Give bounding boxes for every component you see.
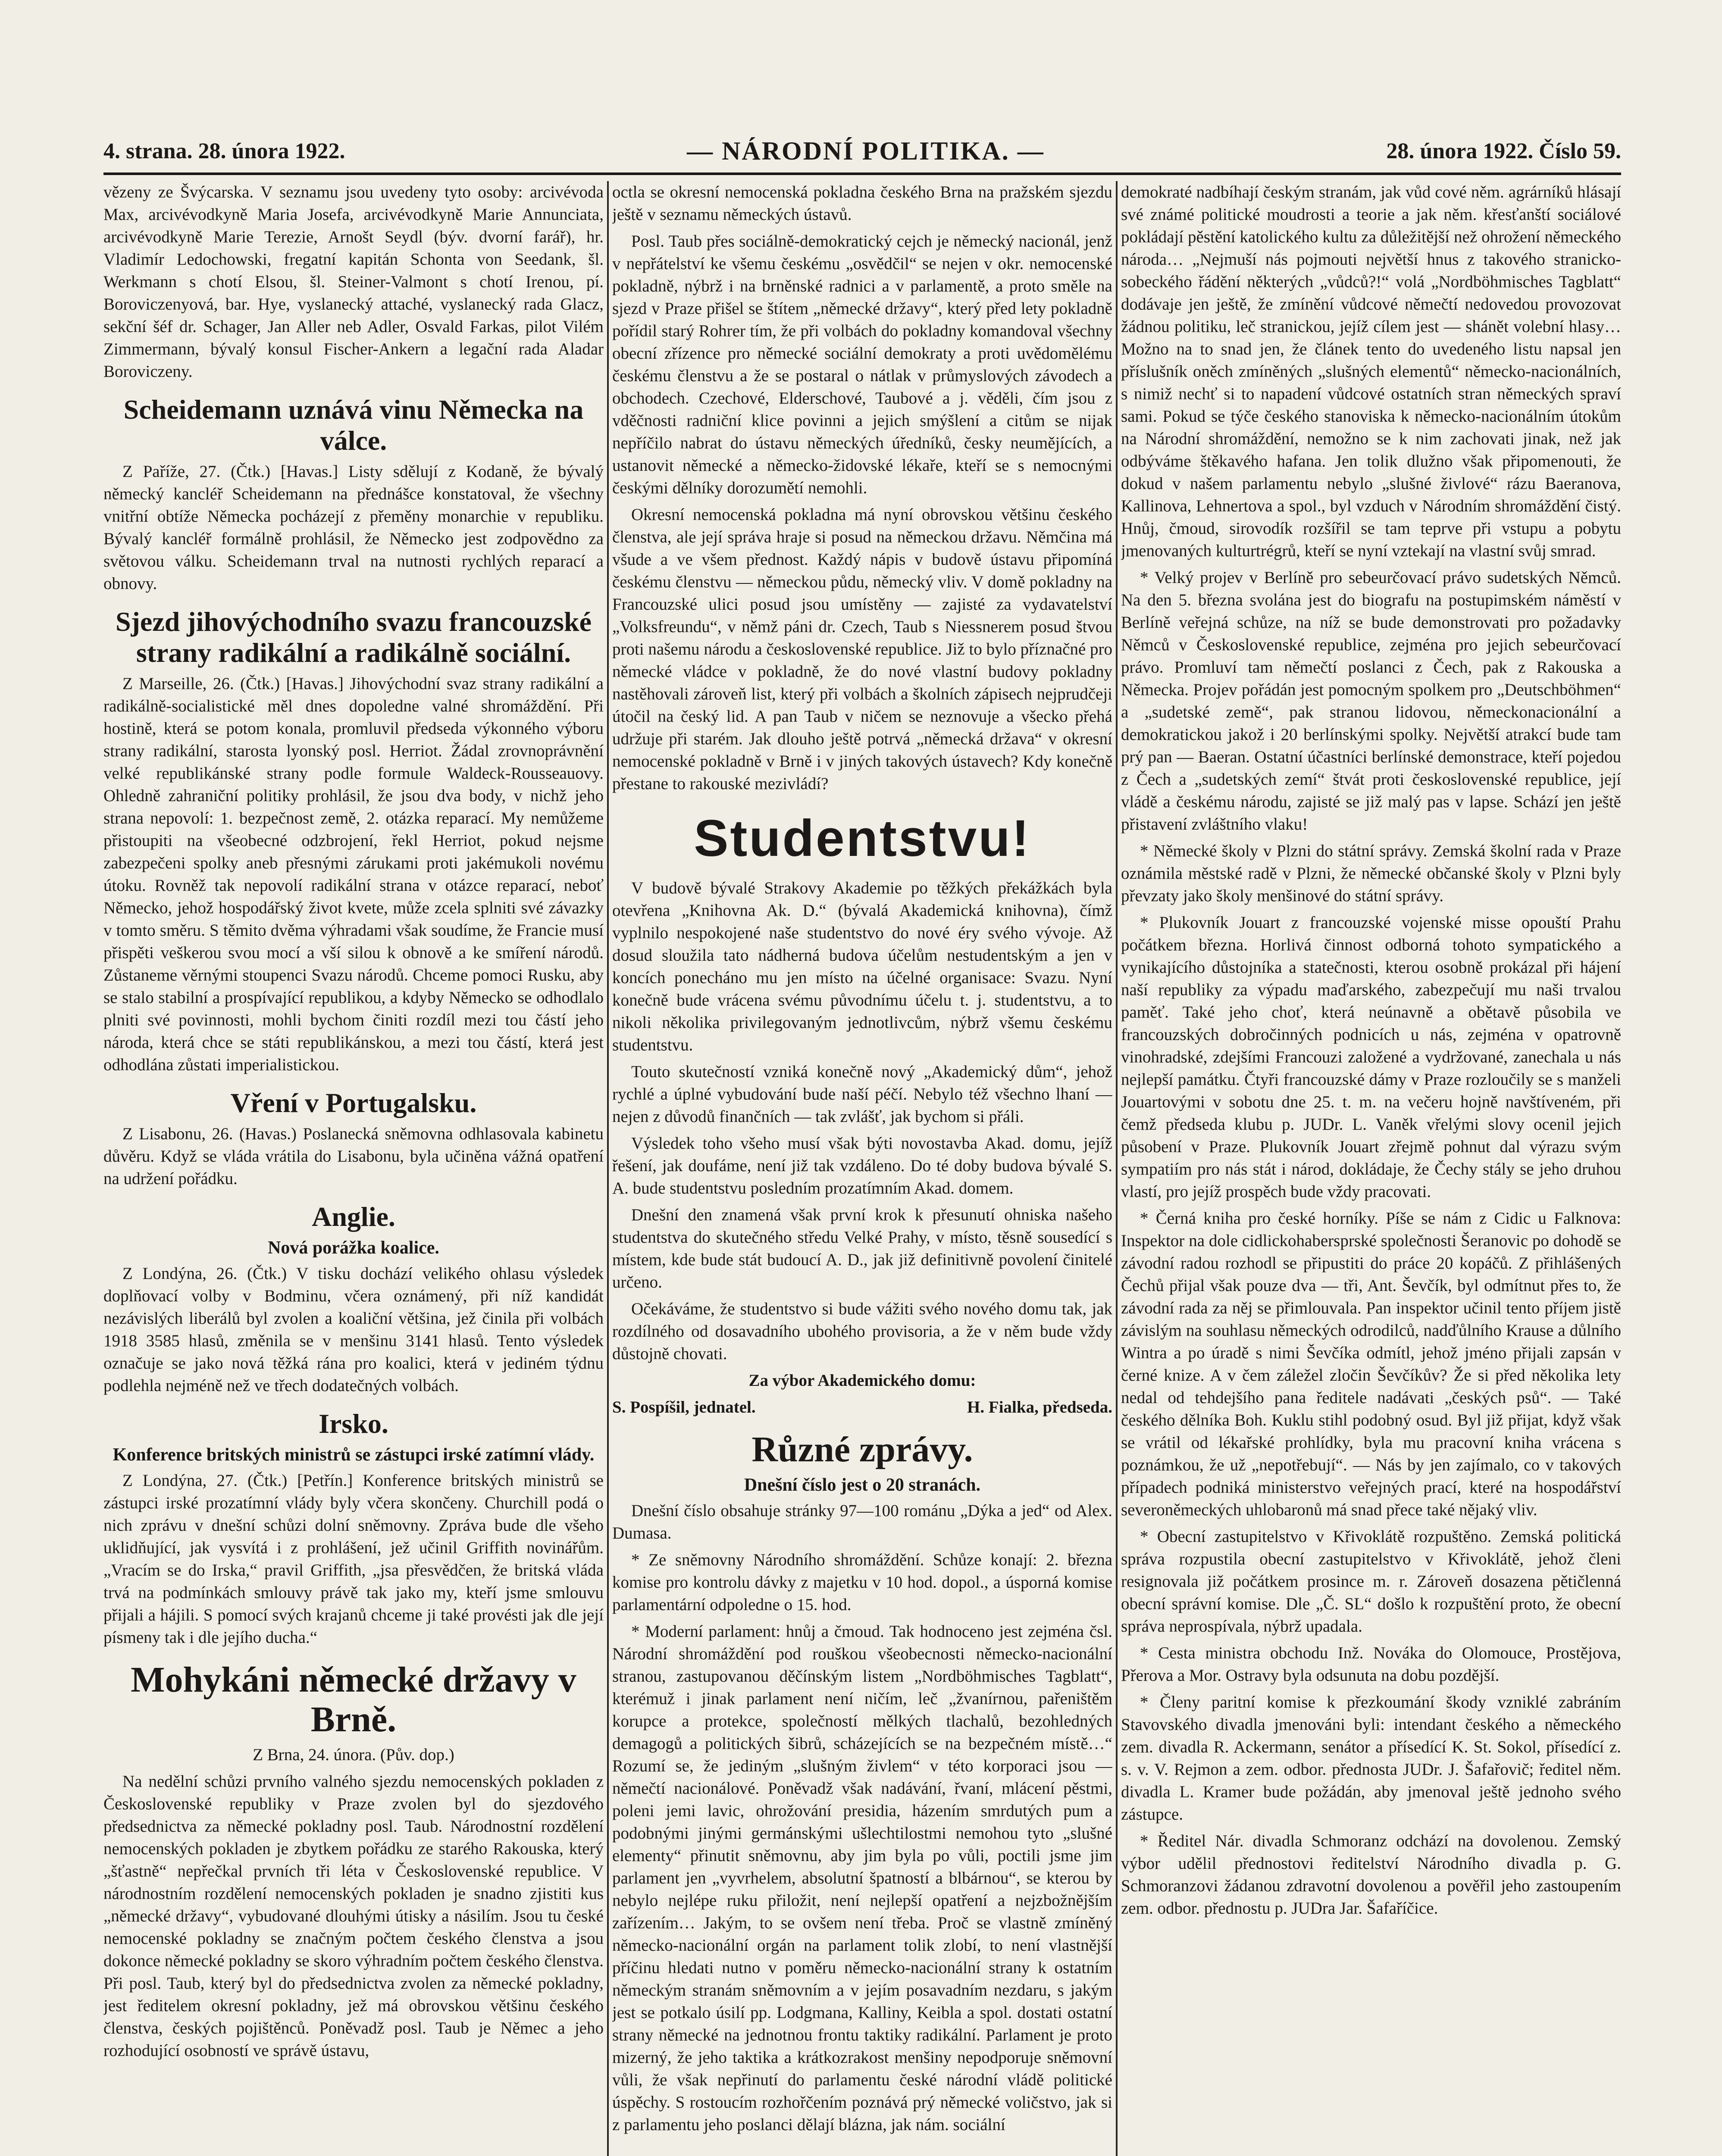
article-text: Z Londýna, 26. (Čtk.) V tisku dochází velikého ohlasu výsledek doplňovací volby v Bodminu, včera oznámený, při níž kandidát nezávislých liberálů byl zvolen a koaliční většina, jež činila při volbách 1918 3585 hlasů, změnila se v menšinu 3141 hlasů. Tento výsledek označuje se jako nová těžká rána pro koalici, která v jediném týdnu podlehla nejméně než ve třech dodatečných volbách.: [103, 1264, 604, 1395]
article-text: demokraté nadbíhají českým stranám, jak vůd cové něm. agrárníků hlásají své známé politické moudrosti a teorie a jak něm. křesťanští sociálové pokládají pěstění katolického kultu za důležitější než ohrožení německého národa… „Nejmuší nás pojmouti největší hnus z takového stranicko-sobeckého řádění některých „vůdců?!“ volá „Nordböhmisches Tagblatt“ dodávaje jen ještě, že zmínění vůdcové němečtí nedovedou provozovat žádnou politiku, leč stranickou, jejíž cílem jest — shánět volební hlasy… Možno na to snad jen, že článek tento do uvedeného listu napsal jen příslušník oněch zmíněných „slušných elementů“ německo-nacionálních, s nimiž nechť si to napadení vůdcové ostatních stran německých spraví sami. Pokud se týče českého stanoviska k německo-nacionálním útokům na Národní shromáždění, nemožno se k nim zachovati jinak, než jak odbýváme štěkavého hafana. Jen tolik dlužno však připomenouti, že dokud v našem parlamentu nebylo „slušné živlové“ rázu Baeranova, Kallinova, Lehnertova a spol., byl vzduch v Národním shromáždění čistý. Hnůj, čmoud, sirovodík rozšířil se tam teprve při vstupu a pobytu jmenovaných kulturtrégrů, kteří se nyní vztekají na vlastní svůj smrad.: [1121, 183, 1621, 560]
article-text: * Členy paritní komise k přezkoumání škody vzniklé zabráním Stavovského divadla jmenováni byli: intendant českého a německého zem. divadla R. Ackermann, senátor a přísedící K. St. Sokol, přísedící z. s. v. V. Rejmon a zem. odbor. přednosta JUDr. J. Šafařovič; ředitel něm. divadla L. Kramer bude požádán, aby jmenoval ještě jednoho svého zástupce.: [1121, 1693, 1621, 1824]
article-text: Z Marseille, 26. (Čtk.) [Havas.] Jihovýchodní svaz strany radikální a radikálně-socialistické měl dnes dopoledne valné shromáždění. Při hostině, která se potom konala, promluvil předseda výkonného výboru strany radikální, starosta lyonský posl. Herriot. Žádal zrovnoprávnění velké republikánské strany podle formule Waldeck-Rousseauovy. Ohledně zahraniční politiky prohlásil, že jsou dva body, v nichž jeho strana nepovolí: 1. bezpečnost země, 2. otázka reparací. My nemůžeme přistoupiti na všeobecné odzbrojení, řekl Herriot, pokud nejsme zabezpečeni spolky aneb přesnými zárukami proti jakémukoli novému útoku. Rovněž tak nepovolí radikální strana v otázce reparací, neboť Německo, jehož hospodářský život kvete, může zcela splniti své závazky v tomto směru. S těmito dvěma výhradami však soudíme, že Francie musí přispěti veškerou svou mocí a vší silou k obnově a ke smíření národů. Zůstaneme věrnými stoupenci Svazu národů. Chceme pomoci Rusku, aby se stalo stabilní a prospívající republikou, a kdyby Německo se odhodlalo plniti své povinnosti, mohli bychom činiti rozdíl mezi tou částí jeho národa, která chce se státi republikánskou, a mezi tou částí, která jest odhodlána zůstati imperialistickou.: [103, 674, 604, 1074]
article-text: * Cesta ministra obchodu Inž. Nováka do Olomouce, Prostějova, Přerova a Mor. Ostravy byla odsunuta na dobu pozdější.: [1121, 1644, 1621, 1685]
article-text: Očekáváme, že studentstvo si bude vážiti svého nového domu tak, jak rozdílného od dosavadního ubohého provisoria, a že v něm bude vždy důstojně chovati.: [612, 1300, 1112, 1363]
article-text: octla se okresní nemocenská pokladna českého Brna na pražském sjezdu ještě v seznamu německých ústavů.: [612, 183, 1112, 224]
column-divider: [1116, 181, 1118, 2156]
column-2: [612, 181, 1112, 2156]
notice-title: Studentstvu!: [694, 809, 1031, 867]
article-text: vězeny ze Švýcarska. V seznamu jsou uvedeny tyto osoby: arcivévoda Max, arcivévodkyně Maria Josefa, arcivévodkyně Marie Annunciata, arcivévodkyně Marie Terezie, Arnošt Seydl (býv. dvorní farář), hr. Vladimír Ledochowski, fregatní kapitán Schonta von Seedank, šl. Werkmann s chotí Elsou, šl. Steiner-Valmont s chotí Irenou, pí. Boroviczenyová, bar. Hye, vyslanecký attaché, vyslanecký rada Glacz, sekční šéf dr. Schager, Jan Aller neb Adler, Osvald Farkas, pilot Vilém Zimmermann, bývalý konsul Fischer-Ankern a legační rada Aladar Boroviczeny.: [103, 183, 604, 381]
article-text: Touto skutečností vzniká konečně nový „Akademický dům“, jehož rychlé a úplné vybudování bude naší péčí. Nebylo též všechno lhaní — nejen z důvodů finančních — tak zvlášť, jak bychom si přáli.: [612, 1062, 1112, 1126]
subheadline: Nová porážka koalice.: [268, 1238, 439, 1258]
column-divider: [607, 181, 609, 2156]
header-right: 28. února 1922. Číslo 59.: [1386, 138, 1621, 163]
article-text: Okresní nemocenská pokladna má nyní obrovskou většinu českého členstva, ale její správa hraje si posud na německou državu. Němčina má všude a ve všem přednost. Každý nápis v budově ústavu připomíná českému členstvu — německou půdu, německý vliv. V domě pokladny na Francouzské ulici posud jsou umístěny — zajisté za vydavatelství „Volksfreundu“, v němž páni dr. Czech, Taub s Niessnerem posud štvou proti našemu národu a československé republice. Již to bylo příznačné pro německé vládce v pokladně, že do nové vlastní budovy pokladny nastěhovali zároveň list, který při volbách a školních zápisech nejprudčeji útočil na český lid. A pan Taub v ničem se neznovuje a všecko přehá udržuje při starém. Jak dlouho ještě potrvá „německá država“ v okresní nemocenské pokladně v Brně i v jiných takových ústavech? Kdy konečně přestane to rakouské mezivládí?: [612, 505, 1112, 793]
signature-left: S. Pospíšil, jednatel.: [612, 1398, 756, 1416]
column-3: [1121, 181, 1621, 2156]
headline: Scheidemann uznává vinu Německa na válce.: [123, 394, 584, 456]
article-text: Výsledek toho všeho musí však býti novostavba Akad. domu, jejíž řešení, jak doufáme, není již tak vzdáleno. Do té doby budova bývalé S. A. bude studentstvu posledním prozatímním Akad. domem.: [612, 1134, 1112, 1197]
headline: Sjezd jihovýchodního svazu francouzské strany radikální a radikálně sociální.: [115, 606, 592, 668]
header-left: 4. strana. 28. února 1922.: [103, 138, 345, 163]
signature-line: [612, 1396, 1112, 1419]
article-text: Z Londýna, 27. (Čtk.) [Petřín.] Konference britských ministrů se zástupci irské prozatímní vlády byly včera skončeny. Churchill podá o nich zprávu v dnešní schůzi dolní sněmovny. Zpráva bude dle všeho uklidňující, jak vysvítá i z prohlášení, jež učinil Griffith novinářům. „Vracím se do Irska,“ pravil Griffith, „jsa přesvědčen, že britská vláda trvá na podmínkách smlouvy právě tak jako my, kteří jsme smlouvu přijali a hájili. S pomocí svých krajanů chceme ji také provésti jak dle její písmeny tak i dle jejího ducha.“: [103, 1471, 604, 1647]
headline: Irsko.: [319, 1408, 388, 1439]
article-text: * Moderní parlament: hnůj a čmoud. Tak hodnoceno jest zejména čsl. Národní shromáždění pod rouškou všeobecnosti německo-nacionální stranou, zastupovanou děčínským listem „Nordböhmisches Tagblatt“, kterémuž i jinak parlament není ničím, leč „žvanírnou, pařeništěm korupce a protekce, společností mělkých tlachalů, bezohledných demagogů a politických šibrů, scházejících se na bezpečném místě…“ Rozumí se, že jediným „slušným živlem“ v této korporaci jsou — němečtí nacionálové. Poněvadž však nadávání, řvaní, mlácení pěstmi, poleni jemi lavic, ohrožování presidia, házením smrdutých pum a podobnými jinými germánskými ušlechtilostmi nemohou tyto „slušné elementy“ přinutit sněmovnu, aby jim byla po vůli, poctili jsme jim parlament jen „vyvrhelem, absolutní špatností a blbárnou“, se kterou by nebylo nejlépe ruku přiložit, není nejlepší opatření a nejzbožnějším zařízením… Jakým, to se ovšem není třeba. Proč se vlastně zmíněný německo-nacionální orgán na parlament tolik zlobí, to není vlastnější příčinu hledati nutno v poměru německo-nacionální strany k ostatním německým stranám sněmovním a v jejím posavadním nezdaru, s jakým jest se potkalo úsilí pp. Lodgmana, Kalliny, Keibla a spol. dostati ostatní strany německé na jednotnou frontu taktiky radikální. Parlament je proto mizerný, že jeho taktika a krátkozrakost menšiny nepodporuje sněmovní vůli, že však nepřinutí do parlamentu české národní vládě politické úspěchy. S rostoucím rozhořčením poznává prý německé voličstvo, jak si z parlamentu jeho poslanci dělají blázna, jak nám. sociální: [612, 1622, 1112, 2134]
headline: Různé zprávy.: [751, 1429, 973, 1470]
article-text: V budově bývalé Strakovy Akademie po těžkých překážkách byla otevřena „Knihovna Ak. D.“ (bývalá Akademická knihovna), čímž vyplnilo nespokojené naše studentstvo do nové éry svého vývoje. Až dosud sloužila tato nádherná budova účelům nestudentským a jen v koncích ponecháno mu jen místo na účelné organisace: Svazu. Nyní konečně bude vrácena svému původnímu účelu t. j. studentstvu, a to nikoli několika privilegovaným jednotlivcům, nýbrž všemu českému studentstvu.: [612, 879, 1112, 1054]
signature-heading: Za výbor Akademického domu:: [748, 1371, 976, 1390]
article-text: Dnešní den znamená však první krok k přesunutí ohniska našeho studentstva do skutečného středu Velké Prahy, v místo, těsně sousedící s místem, kde bude stát budoucí A. D., jak již definitivně povolení činitelé určeno.: [612, 1206, 1112, 1291]
subheadline: Dnešní číslo jest o 20 stranách.: [744, 1475, 981, 1495]
article-text: * Černá kniha pro české horníky. Píše se nám z Cidic u Falknova: Inspektor na dole cidlickohabersprské společnosti Šeranovic po dohodě se závodní radou rozhodl se připustiti do práce 20 kopáčů. Z přihlášených Čechů přijal však pouze dva — tři, Ant. Ševčík, byl odmítnut přes to, že závodní rada za něj se přimlouvala. Pan inspektor učinil tento příjem jistě závislým na souhlasu německých odrodilců, nadďůlního Krause a důlního Wintra a po úradě s nimi Ševčíka odmítl, jehož jméno přijali zapsán v černé knize. A v čem záležel zločin Ševčíkův? Že si před několika lety nedal od tehdejšího pana ředitele nadávati „českých psů“. — Také českého dělníka Boh. Kuklu stihl podobný osud. Byl již přijat, když však se vrátil od lékařské prohlídky, byla mu pracovní kniha vrácena s poznámkou, že už „nepotřebují“. — Nás by jen zajímalo, co v takových případech podniká ministerstvo veřejných prací, které na hospodářství severoněmeckých uhlobaronů má snad přece také nějaký vliv.: [1121, 1209, 1621, 1519]
article-text: * Ředitel Nár. divadla Schmoranz odchází na dovolenou. Zemský výbor udělil přednostovi ředitelství Národního divadla p. G. Schmoranzovi žádanou zdravotní dovolenou a pověřil jeho zastoupením zem. odbor. přednostu p. JUDra Jar. Šafaříčice.: [1121, 1832, 1621, 1918]
headline: Anglie.: [312, 1201, 395, 1232]
article-text: Posl. Taub přes sociálně-demokratický cejch je německý nacionál, jenž v nepřátelství ke všemu českému „osvědčil“ se nejen v okr. nemocenské pokladně, nýbrž i na brněnské radnici a v parlamentě, a proto směle na sjezd v Praze přišel se štítem „německé državy“, který před lety pokladně pořídil starý Rohrer tím, že při volbách do pokladny komandoval všechny obecní zřízence pro německé sociální demokraty a proti uvědomělému českému členstvu a že se postaral o nátlak v průmyslových závodech a obchodech. Czechové, Elderschové, Taubové a j. věděli, čím jsou z vděčnosti radniční klice povinni a jejich smýšlení a citům se nijak nepříčilo nabrat do ústavu německých úředníků, česky neumějících, a ustanovit německé a německo-židovské lékaře, kteří se s nemocnými českými dělníky dorozumětí nemohli.: [612, 232, 1112, 497]
article-text: Z Paříže, 27. (Čtk.) [Havas.] Listy sdělují z Kodaně, že bývalý německý kancléř Scheidemann na přednášce konstatoval, že všechny vnitřní obtíže Německa pocházejí z přeměny monarchie v republiku. Bývalý kancléř formálně prohlásil, že Německo jest zodpovědno za světovou válku. Scheidemann trval na nutnosti rychlých reparací a obnovy.: [103, 462, 604, 593]
page-header: [103, 129, 1621, 175]
headline: Mohykáni německé državy v Brně.: [131, 1660, 576, 1739]
column-1: [103, 181, 604, 2156]
article-text: * Obecní zastupitelstvo v Křivoklátě rozpuštěno. Zemská politická správa rozpustila obecní zastupitelstvo v Křivoklátě, jehož členi resignovala již počátkem prosince m. r. Zároveň dosazena pětičlenná obecní správní komise. Dle „Č. SL“ došlo k rozpuštění proto, že obecní správa neprospívala, nýbrž upadala.: [1121, 1527, 1621, 1636]
headline: Vření v Portugalsku.: [230, 1087, 477, 1118]
article-text: Dnešní číslo obsahuje stránky 97—100 románu „Dýka a jed“ od Alex. Dumasa.: [612, 1501, 1112, 1542]
article-text: * Ze sněmovny Národního shromáždění. Schůze konají: 2. března komise pro kontrolu dávky z majetku v 10 hod. dopol., a úsporná komise parlamentární odpoledne o 15. hod.: [612, 1551, 1112, 1614]
article-text: * Německé školy v Plzni do státní správy. Zemská školní rada v Praze oznámila městské radě v Plzni, že německé občanské školy v Plzni byly převzaty jako školy menšinové do státní správy.: [1121, 842, 1621, 905]
signature-right: H. Fialka, předseda.: [967, 1398, 1112, 1416]
dateline: Z Brna, 24. února. (Pův. dop.): [253, 1745, 454, 1764]
article-text: * Plukovník Jouart z francouzské vojenské misse opouští Prahu počátkem března. Horlivá činnost odborná tohoto sympatického a vynikajícího důstojníka a statečnosti, kterou osobně prokázal při hájení naší republiky za výpadu maďarského, zabezpečují mu naši trvalou paměť. Také jeho choť, která neúnavně a obětavě působila ve francouzských dobročinných podnicích u nás, zejména v opatrovně vinohradské, zdejšími Francouzi založené a vydržované, zanechala u nás nejlepší památku. Čtyři francouzské dámy v Praze rozloučily se s manželi Jouartovými v sobotu dne 25. t. m. na večeru hojně navštíveném, při čemž předseda klubu p. JUDr. L. Vaněk vřelými slovy ocenil jejich působení v Praze. Plukovník Jouart zřejmě pohnut dal výrazu svým sympatiím pro nás stát i národ, dokládaje, že Čechy stály se jeho druhou vlastí, pro jejíž prospěch bude vždy pracovati.: [1121, 913, 1621, 1201]
article-text: Z Lisabonu, 26. (Havas.) Poslanecká sněmovna odhlasovala kabinetu důvěru. Když se vláda vrátila do Lisabonu, byla učiněna vážná opatření na udržení pořádku.: [103, 1125, 604, 1188]
article-text: Na nedělní schůzi prvního valného sjezdu nemocenských pokladen z Československé republiky v Praze zvolen byl do sjezdového předsednictva za německé pokladny posl. Taub. Národnostní rozdělení nemocenských pokladen je zbytkem pořádku ze starého Rakouska, který „šťastně“ nepřečkal prvních tři léta v Československé republice. V národnostním rozdělení nemocenských pokladen je snadno zjistiti kus „německé državy“, vybudované dlouhými útisky a násilím. Jsou tu české nemocenské pokladny se značným počtem českého členstva a jsou dokonce německé pokladny se skoro výhradním počtem českého členstva. Při posl. Taub, který byl do předsednictva zvolen za německé pokladny, jest ředitelem okresní pokladny, jež má obrovskou většinu českého členstva, českých pojištěnců. Poněvadž posl. Taub je Němec a jeho rozhodující osobností ve správě ústavu,: [103, 1772, 604, 2060]
header-masthead: — NÁRODNÍ POLITIKA. —: [687, 136, 1045, 165]
article-text: * Velký projev v Berlíně pro sebeurčovací právo sudetských Němců. Na den 5. března svolána jest do biografu na postupimském náměstí v Berlíně veřejná schůze, na níž se bude demonstrovati pro požadavky Němců v Československé republice, zejména pro jejich sebeurčovací právo. Promluví tam němečtí poslanci z Čech, pak z Rakouska a Německa. Projev pořádán jest pomocným spolkem pro „Deutschböhmen“ a „sudetské země“, pak stranou lidovou, německonacionální a demokratickou jakož i 20 berlínskými spolky. Největší atrakcí bude tam prý pan — Baeran. Ostatní účastníci berlínské demonstrace, kteří pojedou z Čech a „sudetských zemí“ štvát proti československé republice, její vládě a českému národu, zajisté se již malý pas v lapse. Schází jen ještě přistavení zvláštního vlaku!: [1121, 568, 1621, 834]
subheadline: Konference britských ministrů se zástupci irské zatímní vlády.: [113, 1445, 595, 1465]
